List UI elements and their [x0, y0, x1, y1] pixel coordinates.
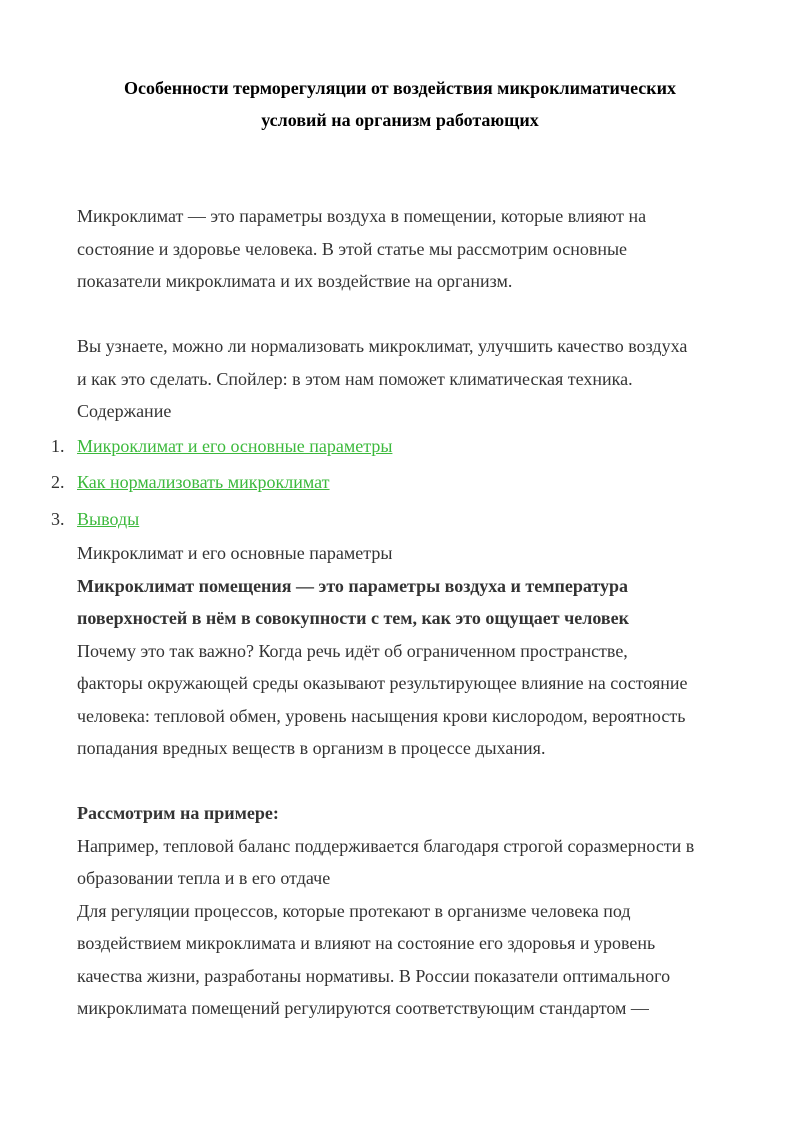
regulation-line-2: воздействием микроклимата и влияют на состояние его здоровья и уровень — [77, 933, 656, 953]
example-paragraph — [77, 830, 747, 895]
toc-item — [51, 428, 747, 465]
toc-item — [51, 464, 747, 501]
document-body — [51, 200, 747, 1025]
section-heading: Микроклимат и его основные параметры — [77, 543, 393, 563]
toc-item-number: 2. — [51, 472, 65, 492]
intro-line-2: состояние и здоровье человека. В этой статье мы рассмотрим основные — [77, 238, 628, 259]
document-title — [60, 72, 740, 136]
title-line-2: условий на организм работающих — [261, 110, 539, 130]
intro-line-3: показатели микроклимата и их воздействие на организм. — [77, 271, 513, 291]
importance-line-2: факторы окружающей среды оказывают результирующее влияние на состояние — [77, 673, 688, 693]
importance-paragraph — [77, 635, 747, 765]
definition-line-2: поверхностей в нём в совокупности с тем, как это ощущает человек — [77, 608, 629, 628]
toc-heading: Содержание — [77, 401, 172, 421]
toc-link-parameters[interactable]: Микроклимат и его основные параметры — [77, 435, 393, 456]
toc-link-normalize[interactable]: Как нормализовать микроклимат — [77, 472, 330, 492]
importance-line-3: человека: тепловой обмен, уровень насыщения крови кислородом, вероятность — [77, 705, 686, 726]
intro-line-1: Микроклимат — это параметры воздуха в помещении, которые влияют на — [77, 206, 647, 226]
definition-paragraph — [77, 570, 747, 635]
spacer — [77, 298, 747, 331]
spacer — [77, 765, 747, 798]
example-heading: Рассмотрим на примере: — [77, 803, 279, 823]
importance-line-4: попадания вредных веществ в организм в процессе дыхания. — [77, 738, 546, 758]
toc-item-number: 1. — [51, 435, 65, 456]
title-line-1: Особенности терморегуляции от воздействия микроклиматических — [123, 78, 677, 98]
learn-line-1: Вы узнаете, можно ли нормализовать микроклимат, улучшить качество воздуха — [77, 336, 688, 356]
regulation-line-3: качества жизни, разработаны нормативы. В России показатели оптимального — [77, 965, 671, 986]
definition-line-1: Микроклимат помещения — это параметры воздуха и температура — [77, 575, 629, 596]
importance-line-1: Почему это так важно? Когда речь идёт об ограниченном пространстве, — [77, 640, 628, 661]
learn-paragraph — [77, 330, 747, 395]
learn-line-2: и как это сделать. Спойлер: в этом нам поможет климатическая техника. — [77, 368, 633, 389]
toc-item-number: 3. — [51, 508, 65, 529]
toc-item — [51, 501, 747, 538]
regulation-line-4: микроклимата помещений регулируются соответствующим стандартом — — [77, 998, 649, 1018]
regulation-line-1: Для регуляции процессов, которые протекают в организме человека под — [77, 900, 631, 921]
example-line-1: Например, тепловой баланс поддерживается благодаря строгой соразмерности в — [77, 835, 695, 856]
intro-paragraph — [77, 200, 747, 298]
table-of-contents — [51, 428, 747, 538]
regulation-paragraph — [77, 895, 747, 1025]
toc-link-conclusions[interactable]: Выводы — [77, 508, 140, 529]
example-line-2: образовании тепла и в его отдаче — [77, 868, 331, 888]
